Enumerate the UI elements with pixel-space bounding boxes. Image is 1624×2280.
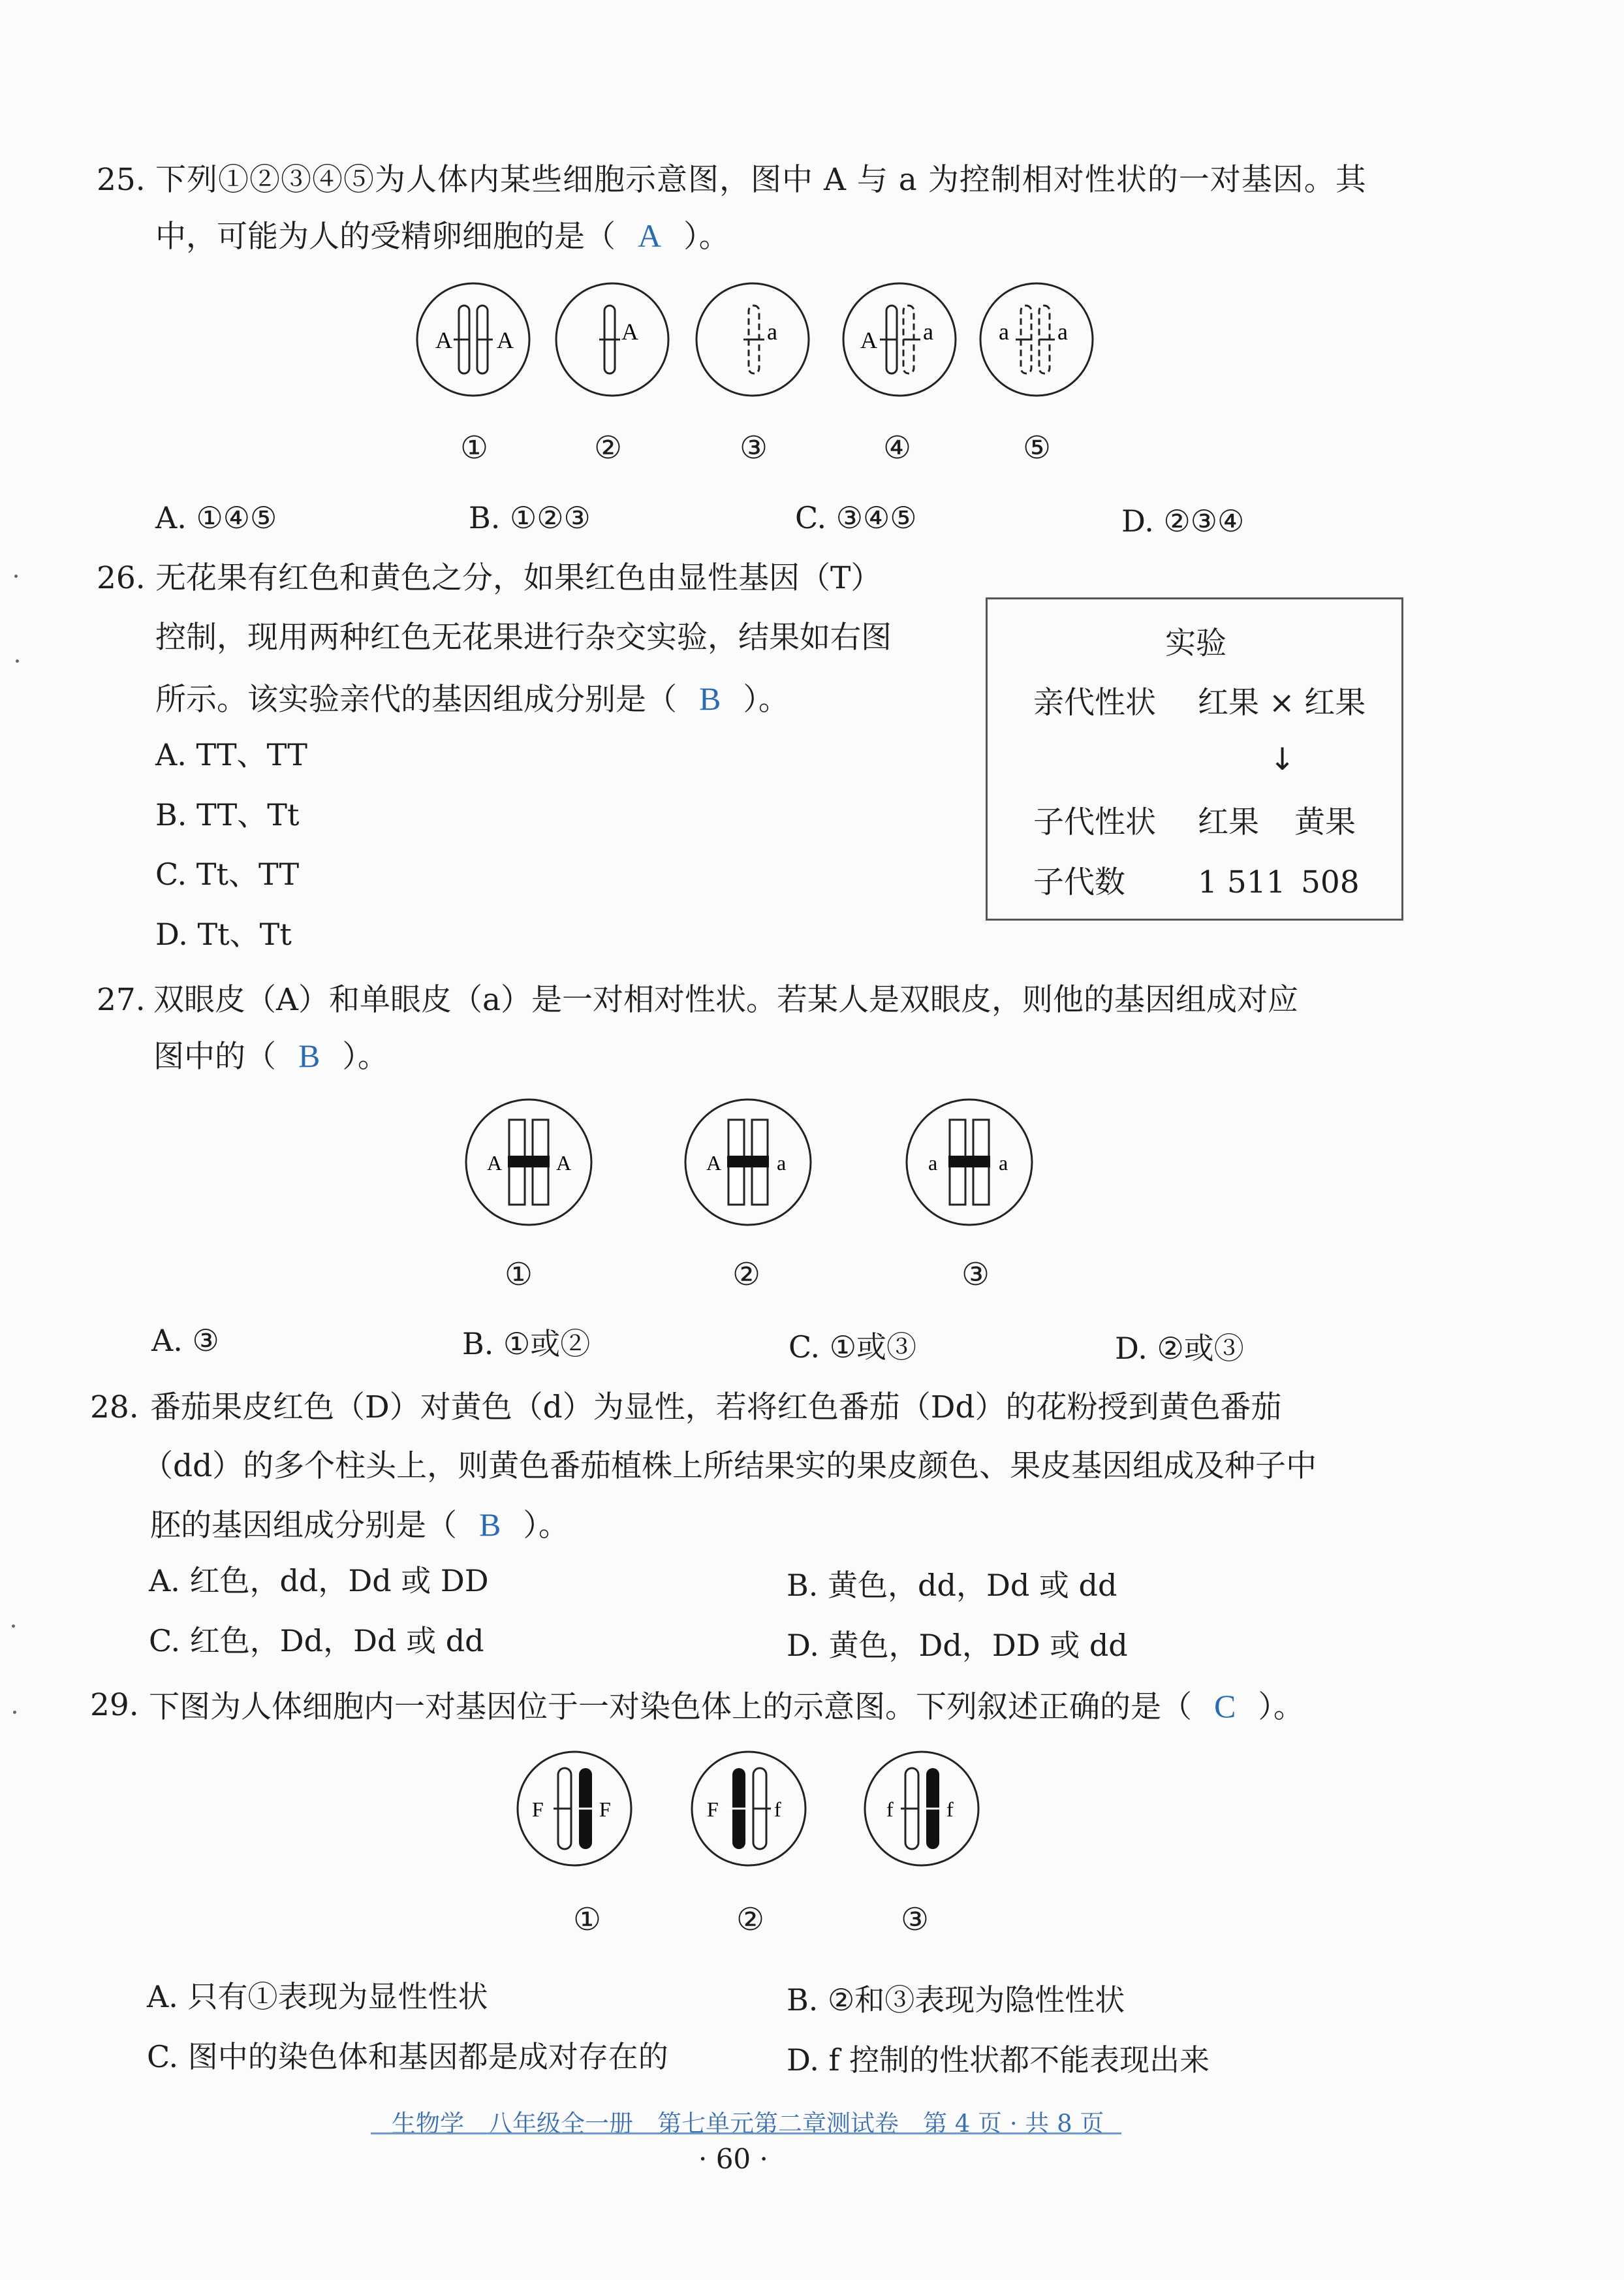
option-a[interactable]: A. ①④⑤ [155, 500, 277, 535]
question-text: 胚的基因组成分别是（ B ）。 [150, 1506, 569, 1544]
option-d[interactable]: D. 黄色，Dd，DD 或 dd [787, 1628, 1128, 1663]
question-number: 28. [90, 1389, 139, 1425]
question-text: 图中的（ B ）。 [153, 1037, 388, 1075]
option-d[interactable]: D. Tt、Tt [155, 917, 292, 952]
table-title: 实验 [1165, 625, 1226, 661]
question-text: 双眼皮（A）和单眼皮（a）是一对相对性状。若某人是双眼皮，则他的基因组成对应 [153, 982, 1298, 1018]
gene-label: A [497, 327, 514, 353]
figure-label: ④ [883, 430, 912, 466]
question-number: 26. [97, 560, 146, 596]
scan-dot [13, 1711, 16, 1714]
option-c[interactable]: C. 图中的染色体和基因都是成对存在的 [147, 2039, 668, 2074]
gene-label: F [532, 1797, 544, 1821]
gene-label: f [886, 1797, 894, 1821]
gene-label: a [999, 1151, 1008, 1175]
option-c[interactable]: C. 红色，Dd，Dd 或 dd [149, 1623, 484, 1658]
question-number: 25. [97, 162, 146, 198]
figure-label: ② [736, 1901, 765, 1938]
arrow-down-icon: ↓ [1270, 742, 1296, 778]
option-a[interactable]: A. TT、TT [155, 737, 307, 772]
option-d[interactable]: D. f 控制的性状都不能表现出来 [787, 2042, 1210, 2078]
count-yellow: 508 [1301, 864, 1360, 900]
child-yellow: 黄果 [1294, 804, 1356, 840]
figure-label: ⑤ [1023, 430, 1052, 466]
handwritten-answer: B [699, 680, 721, 717]
question-text: （dd）的多个柱头上，则黄色番茄植株上所结果实的果皮颜色、果皮基因组成及种子中 [142, 1448, 1317, 1484]
option-b[interactable]: B. ①或② [462, 1326, 591, 1361]
handwritten-answer: B [479, 1506, 501, 1543]
count-label: 子代数 [1033, 864, 1125, 900]
count-red: 1 511 [1198, 864, 1286, 900]
figure-label: ② [594, 430, 623, 466]
parent-value: 红果 × 红果 [1198, 685, 1366, 721]
question-number: 27. [97, 982, 146, 1018]
figure-label: ① [460, 430, 489, 466]
option-a[interactable]: A. ③ [151, 1323, 219, 1358]
gene-label: A [860, 327, 877, 353]
gene-label: a [777, 1151, 787, 1175]
handwritten-answer: C [1214, 1688, 1236, 1724]
figure-label: ① [573, 1901, 602, 1938]
figure-label: ① [505, 1256, 533, 1293]
option-c[interactable]: C. ①或③ [789, 1329, 917, 1365]
gene-label: f [774, 1797, 781, 1821]
option-c[interactable]: C. ③④⑤ [795, 500, 917, 535]
gene-label: a [999, 319, 1009, 345]
cell-diagram-q27 [457, 1097, 1044, 1241]
question-text: 下图为人体细胞内一对基因位于一对染色体上的示意图。下列叙述正确的是（ C ）。 [149, 1688, 1304, 1725]
footer-caption: 生物学 八年级全一册 第七单元第二章测试卷 第 4 页 · 共 8 页 [392, 2110, 1104, 2138]
child-label: 子代性状 [1033, 804, 1156, 840]
option-d[interactable]: D. ②③④ [1121, 503, 1245, 539]
gene-label: a [767, 319, 777, 345]
gene-label: A [487, 1151, 503, 1175]
option-a[interactable]: A. 只有①表现为显性性状 [147, 1979, 488, 2014]
gene-label: A [556, 1151, 572, 1175]
gene-label: f [946, 1797, 954, 1821]
parent-label: 亲代性状 [1033, 685, 1156, 721]
gene-label: F [707, 1797, 719, 1821]
question-text: 所示。该实验亲代的基因组成分别是（ B ）。 [155, 680, 789, 718]
gene-label: A [621, 319, 638, 345]
question-number: 29. [90, 1687, 139, 1723]
gene-label: A [706, 1151, 722, 1175]
gene-label: a [928, 1151, 938, 1175]
gene-label: F [599, 1797, 611, 1821]
scan-dot [16, 659, 19, 663]
figure-label: ② [732, 1256, 761, 1293]
question-text: 番茄果皮红色（D）对黄色（d）为显性，若将红色番茄（Dd）的花粉授到黄色番茄 [150, 1389, 1282, 1425]
option-b[interactable]: B. 黄色，dd，Dd 或 dd [787, 1568, 1117, 1603]
figure-label: ③ [901, 1901, 929, 1938]
gene-label: A [435, 327, 452, 353]
page-number: · 60 · [698, 2143, 768, 2175]
option-b[interactable]: B. ②和③表现为隐性性状 [787, 1982, 1125, 2018]
scan-dot [12, 1624, 15, 1628]
handwritten-answer: B [298, 1037, 320, 1074]
cell-diagram-q29 [509, 1750, 992, 1880]
figure-label: ③ [961, 1256, 990, 1293]
footer-divider [371, 2132, 1121, 2134]
gene-label: a [923, 319, 933, 345]
scan-dot [14, 575, 18, 578]
child-red: 红果 [1198, 804, 1259, 840]
option-b[interactable]: B. ①②③ [469, 500, 591, 535]
question-text: 无花果有红色和黄色之分，如果红色由显性基因（T） [155, 560, 882, 596]
gene-label: a [1057, 319, 1068, 345]
option-a[interactable]: A. 红色，dd，Dd 或 DD [149, 1563, 489, 1598]
option-c[interactable]: C. Tt、TT [155, 857, 300, 892]
experiment-table [986, 597, 1403, 921]
figure-label: ③ [740, 430, 768, 466]
option-d[interactable]: D. ②或③ [1115, 1331, 1244, 1366]
question-text: 下列①②③④⑤为人体内某些细胞示意图，图中 A 与 a 为控制相对性状的一对基因。其 [155, 162, 1367, 198]
question-text: 中，可能为人的受精卵细胞的是（ A ）。 [155, 217, 730, 255]
handwritten-answer: A [638, 217, 662, 254]
option-b[interactable]: B. TT、Tt [155, 797, 300, 832]
question-text: 控制，现用两种红色无花果进行杂交实验，结果如右图 [155, 620, 892, 656]
